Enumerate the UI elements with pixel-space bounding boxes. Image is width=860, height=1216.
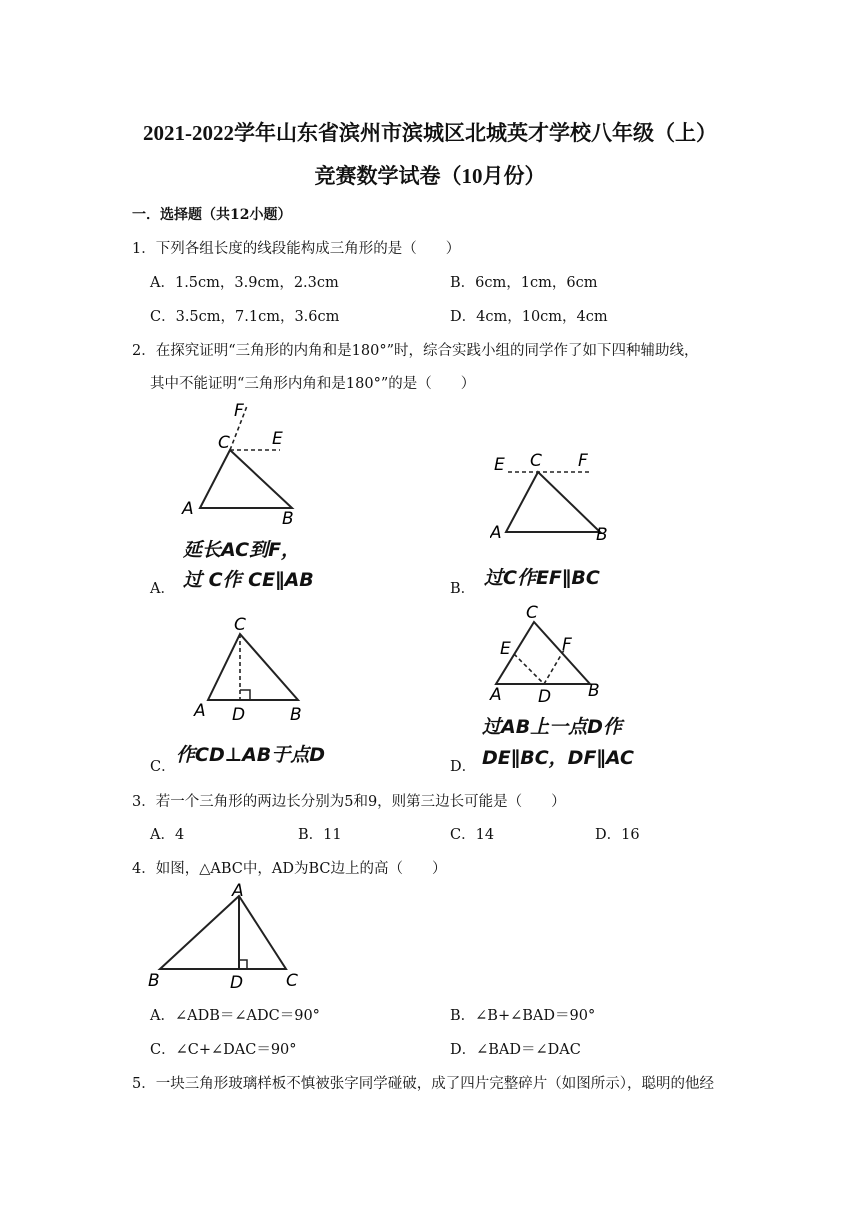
q2-option-c: C． [150,759,176,775]
fig-d-caption-1: 过AB上一点D作 [482,716,622,738]
fig-a-label-b: B [282,509,294,529]
q3-option-a: A．4 [150,827,185,843]
q5-stem: 5．一块三角形玻璃样板不慎被张字同学碰破，成了四片完整碎片（如图所示），聪明的他经 [132,1076,714,1092]
q4-option-d: D．∠BAD＝∠DAC [450,1042,581,1058]
fig-c-label-b: B [290,705,302,725]
q4-fig-label-c: C [286,971,298,991]
fig-c-label-c: C [234,615,246,635]
fig-a-label-c: C [218,433,230,453]
fig-c-caption: 作CD⊥AB于点D [176,744,326,766]
fig-b-caption: 过C作EF∥BC [484,567,600,589]
q1-stem: 1．下列各组长度的线段能构成三角形的是（ ） [132,241,461,257]
fig-b-label-f: F [578,451,588,471]
fig-a-label-f: F [234,401,244,421]
q4-option-a: A．∠ADB＝∠ADC＝90° [150,1008,320,1024]
section-header: 一．选择题（共12小题） [132,207,292,223]
q1-option-b: B．6cm，1cm，6cm [450,275,598,291]
q3-option-d: D．16 [595,827,640,843]
q2-figure-b [490,448,620,548]
q2-option-b: B． [450,581,476,597]
q2-option-a: A． [150,581,175,597]
fig-a-label-a: A [182,499,194,519]
q4-option-c: C．∠C+∠DAC＝90° [150,1042,297,1058]
fig-b-label-a: A [490,523,502,543]
q4-figure [140,882,310,992]
q2-stem-line1: 2．在探究证明“三角形的内角和是180°”时，综合实践小组的同学作了如下四种辅助线， [132,343,699,359]
fig-d-label-b: B [588,681,600,701]
q4-fig-label-d: D [230,973,244,992]
q1-option-d: D．4cm，10cm，4cm [450,309,608,325]
page-title-line1: 2021-2022学年山东省滨州市滨城区北城英才学校八年级（上） [143,121,717,145]
q3-option-b: B．11 [298,827,342,843]
fig-b-label-e: E [494,455,505,475]
q1-option-c: C．3.5cm，7.1cm，3.6cm [150,309,340,325]
fig-a-caption-2: 过 C作 CE∥AB [183,569,314,591]
q1-option-a: A．1.5cm，3.9cm，2.3cm [150,275,339,291]
fig-b-label-c: C [530,451,542,471]
q4-stem: 4．如图，△ABC中，AD为BC边上的高（ ） [132,861,447,877]
fig-d-caption-2: DE∥BC，DF∥AC [482,747,634,769]
q3-stem: 3．若一个三角形的两边长分别为5和9，则第三边长可能是（ ） [132,794,566,810]
q4-fig-label-b: B [148,971,160,991]
q2-figure-a [170,398,330,533]
q2-option-d: D． [450,759,477,775]
fig-d-label-a: A [490,685,502,704]
q2-figure-c [190,612,320,727]
page-title-line2: 竞赛数学试卷（10月份） [314,164,546,188]
fig-a-caption-1: 延长AC到F， [183,539,301,561]
fig-a-label-e: E [272,429,283,449]
fig-d-label-c: C [526,604,538,623]
fig-d-label-f: F [562,635,572,655]
q2-figure-d [486,604,616,704]
fig-c-label-d: D [232,705,246,725]
fig-c-label-a: A [194,701,206,721]
fig-d-label-d: D [538,687,552,704]
fig-b-label-b: B [596,525,608,545]
q4-fig-label-a: A [232,882,244,901]
fig-d-label-e: E [500,639,511,659]
q2-stem-line2: 其中不能证明“三角形内角和是180°”的是（ ） [150,376,476,392]
q3-option-c: C．14 [450,827,495,843]
q4-option-b: B．∠B+∠BAD＝90° [450,1008,596,1024]
